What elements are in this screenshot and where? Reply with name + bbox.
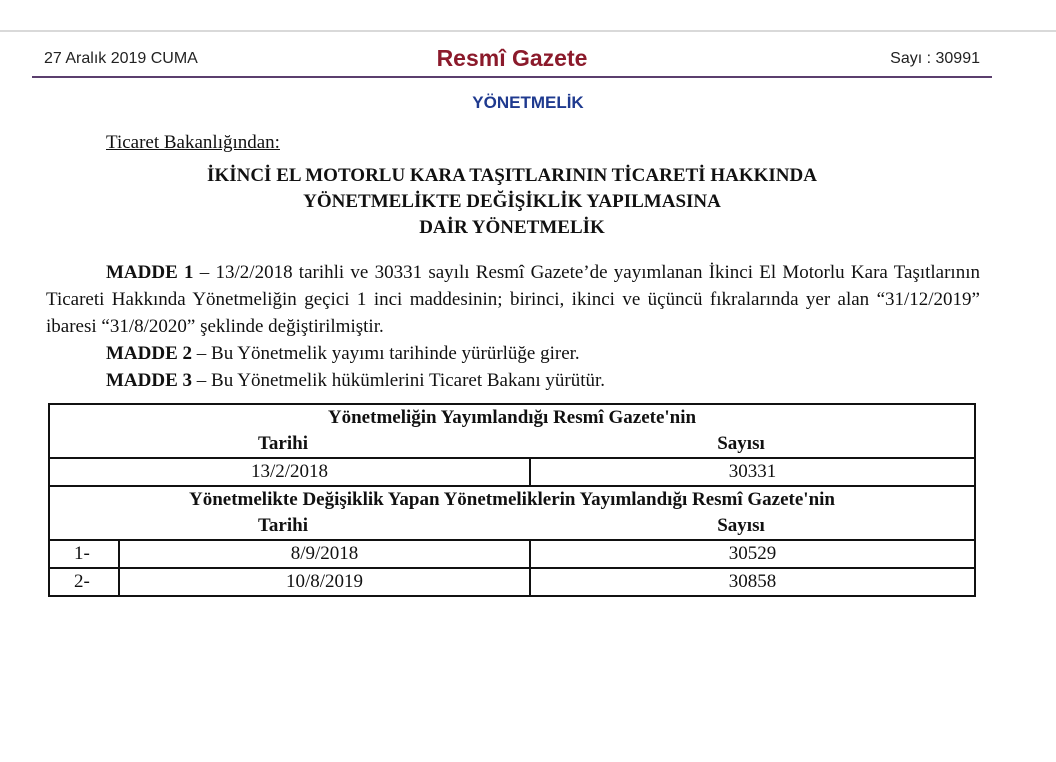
section-heading: YÖNETMELİK (472, 93, 584, 112)
table-row (49, 458, 975, 486)
publication-date: 27 Aralık 2019 CUMA (44, 50, 198, 67)
article-label: MADDE 2 (106, 343, 193, 364)
column-header-date: Tarihi (258, 515, 308, 536)
regulation-body (46, 259, 980, 394)
amendment-number: 30858 (530, 568, 975, 596)
table-row (49, 568, 975, 596)
row-index: 1- (49, 540, 119, 568)
title-line: YÖNETMELİKTE DEĞİŞİKLİK YAPILMASINA (303, 191, 721, 212)
article-text: – Bu Yönetmelik hükümlerini Ticaret Bakanı yürütür. (192, 370, 606, 391)
article-label: MADDE 3 (106, 370, 193, 391)
title-line: İKİNCİ EL MOTORLU KARA TAŞITLARININ TİCARETİ HAKKINDA (207, 165, 817, 186)
table-heading-original (49, 404, 975, 458)
gazette-header (32, 45, 992, 75)
header-rule (32, 76, 992, 78)
amendment-date: 10/8/2019 (119, 568, 530, 596)
table-row (49, 540, 975, 568)
title-line: DAİR YÖNETMELİK (419, 217, 605, 238)
article-text: – Bu Yönetmelik yayımı tarihinde yürürlüğe girer. (192, 343, 580, 364)
regulation-title (32, 163, 992, 241)
table-heading-text: Yönetmelikte Değişiklik Yapan Yönetmeliklerin Yayımlandığı Resmî Gazete'nin (189, 489, 835, 510)
top-divider (0, 30, 1056, 32)
table-heading-text: Yönetmeliğin Yayımlandığı Resmî Gazete'nin (327, 407, 697, 428)
gazette-title: Resmî Gazete (436, 45, 588, 71)
column-header-number: Sayısı (717, 515, 765, 536)
article-3 (46, 367, 980, 394)
table-heading-amendments (49, 486, 975, 540)
amendment-date: 8/9/2018 (119, 540, 530, 568)
article-2 (46, 340, 980, 367)
original-date: 13/2/2018 (49, 458, 530, 486)
publication-history-table (48, 403, 976, 597)
column-header-date: Tarihi (258, 433, 308, 454)
column-header-number: Sayısı (717, 433, 765, 454)
article-1 (46, 259, 980, 340)
issue-number: Sayı : 30991 (890, 50, 980, 67)
issuing-ministry: Ticaret Bakanlığından: (106, 132, 280, 153)
original-number: 30331 (530, 458, 975, 486)
article-label: MADDE 1 (106, 262, 194, 283)
article-text: – 13/2/2018 tarihli ve 30331 sayılı Resmî Gazete’de yayımlanan İkinci El Motorlu Kara Taşıtlarının Ticareti Hakkında Yönetmeliğin geçici 1 inci maddesinin; birinci, ikinci ve üçüncü fıkralarında yer alan “31/12/2019” ibaresi “31/8/2020” şeklinde değiştirilmiştir. (46, 262, 980, 337)
amendment-number: 30529 (530, 540, 975, 568)
row-index: 2- (49, 568, 119, 596)
